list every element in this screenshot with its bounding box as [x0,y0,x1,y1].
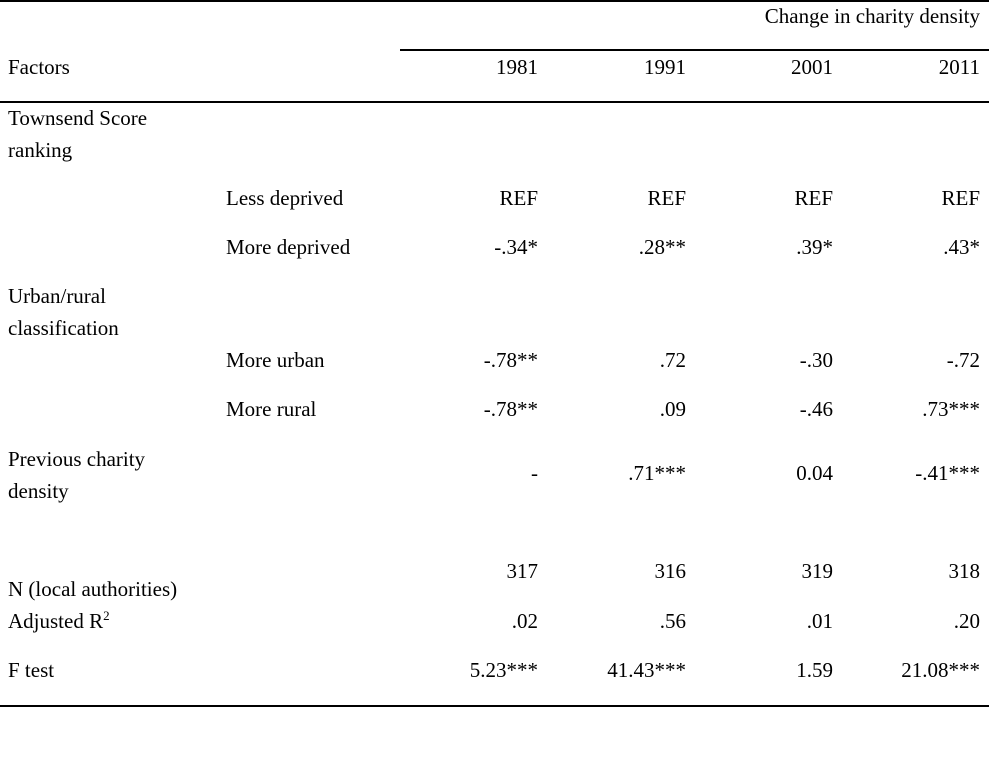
townsend-label-line2: ranking [8,138,73,162]
adjusted-r2-superscript: 2 [103,608,110,623]
more-urban-2001: -.30 [799,348,833,372]
more-rural-label: More rural [226,397,317,421]
adjusted-r2-2011: .20 [953,609,980,633]
previous-density-label-line2: density [8,479,69,503]
less-deprived-1981: REF [499,186,538,210]
less-deprived-label: Less deprived [226,186,344,210]
column-group-label: Change in charity density [764,4,980,28]
n-2011: 318 [948,559,980,583]
more-rural-1991: .09 [659,397,686,421]
previous-density-2001: 0.04 [796,461,833,485]
n-1991: 316 [654,559,686,583]
header-bottom-rule [0,101,989,103]
more-deprived-label: More deprived [226,235,351,259]
more-urban-1991: .72 [659,348,686,372]
f-test-label: F test [8,658,55,682]
group-underline-rule [400,49,989,51]
townsend-label-line1: Townsend Score [8,106,148,130]
previous-density-2011: -.41*** [915,461,980,485]
more-rural-1981: -.78** [483,397,538,421]
factors-header: Factors [8,55,70,79]
f-test-2001: 1.59 [796,658,833,682]
f-test-2011: 21.08*** [901,658,980,682]
adjusted-r2-2001: .01 [806,609,833,633]
more-deprived-1991: .28** [638,235,686,259]
more-deprived-1981: -.34* [494,235,538,259]
year-header-2001: 2001 [791,55,833,79]
previous-density-1991: .71*** [628,461,686,485]
year-header-2011: 2011 [938,55,980,79]
more-urban-1981: -.78** [483,348,538,372]
less-deprived-2011: REF [941,186,980,210]
n-label: N (local authorities) [8,577,178,601]
year-header-1991: 1991 [644,55,686,79]
urban-rural-label-line1: Urban/rural [8,284,106,308]
more-deprived-2001: .39* [796,235,833,259]
urban-rural-label-line2: classification [8,316,119,340]
previous-density-1981: - [531,461,538,485]
year-header-1981: 1981 [496,55,538,79]
n-2001: 319 [801,559,833,583]
f-test-1981: 5.23*** [469,658,538,682]
n-1981: 317 [506,559,538,583]
adjusted-r2-text: Adjusted R [8,609,104,633]
less-deprived-2001: REF [794,186,833,210]
more-rural-2001: -.46 [799,397,833,421]
less-deprived-1991: REF [647,186,686,210]
more-rural-2011: .73*** [922,397,980,421]
adjusted-r2-1981: .02 [511,609,538,633]
f-test-1991: 41.43*** [607,658,686,682]
adjusted-r2-1991: .56 [659,609,686,633]
previous-density-label-line1: Previous charity [8,447,146,471]
table-bottom-rule [0,705,989,707]
adjusted-r2-label [8,605,110,637]
more-urban-2011: -.72 [946,348,980,372]
more-urban-label: More urban [226,348,325,372]
more-deprived-2011: .43* [943,235,980,259]
